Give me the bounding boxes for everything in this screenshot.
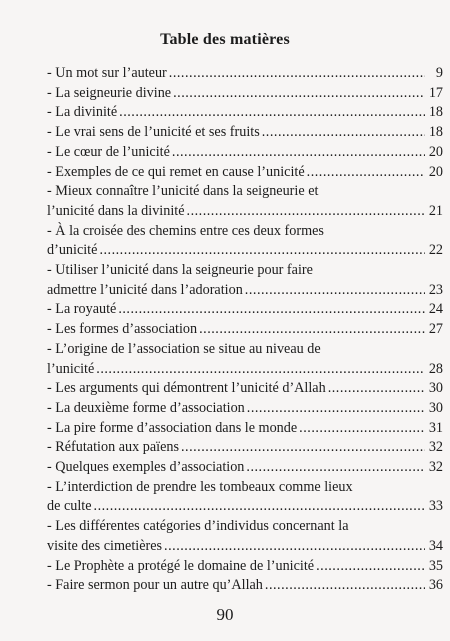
dot-leader <box>181 438 425 458</box>
toc-entry-text: - Réfutation aux païens <box>47 439 179 456</box>
toc-entry-line <box>47 123 443 143</box>
toc-entry-text: - L’interdiction de prendre les tombeaux comme lieux <box>47 478 353 495</box>
toc-entry <box>47 103 443 123</box>
toc-entry-text: - Les formes d’association <box>47 321 198 338</box>
toc-page-number: 32 <box>428 459 443 476</box>
toc-entry <box>47 320 443 340</box>
dot-leader <box>172 143 425 163</box>
dot-leader <box>118 300 425 320</box>
toc-entry-line <box>47 64 443 84</box>
dot-leader <box>262 123 425 143</box>
toc-entry-line <box>47 281 443 301</box>
dot-leader <box>94 497 425 517</box>
toc-entry-text: - L’origine de l’association se situe au niveau de <box>47 340 321 357</box>
dot-leader <box>247 399 425 419</box>
toc-entry-line <box>47 537 443 557</box>
toc-entry-line <box>47 379 443 399</box>
page-number: 90 <box>216 605 234 624</box>
toc-entry-line <box>47 103 443 123</box>
toc-entry-line <box>47 241 443 261</box>
toc-entry <box>47 438 443 458</box>
toc-entry-text: - Le Prophète a protégé le domaine de l’unicité <box>47 557 315 574</box>
dot-leader <box>328 379 425 399</box>
toc-entry-line <box>47 202 443 222</box>
toc-entry <box>47 478 443 517</box>
toc-entry-text: - Les arguments qui démontrent l’unicité d’Allah <box>47 380 326 397</box>
toc-entry <box>47 300 443 320</box>
toc-page-number: 27 <box>428 321 443 338</box>
toc-entry-text: - Quelques exemples d’association <box>47 459 245 476</box>
dot-leader <box>307 163 425 183</box>
dot-leader <box>173 84 425 104</box>
toc-entry-line <box>47 497 443 517</box>
dot-leader <box>187 202 425 222</box>
toc-entry <box>47 379 443 399</box>
toc-entry-text: - Exemples de ce qui remet en cause l’unicité <box>47 163 305 180</box>
toc-entry <box>47 222 443 261</box>
toc-entry-line <box>47 399 443 419</box>
toc-entry-line <box>47 360 443 380</box>
toc-entry <box>47 84 443 104</box>
toc-entry-line <box>47 261 443 281</box>
dot-leader <box>119 103 425 123</box>
toc-entry <box>47 340 443 379</box>
toc-entry-text: - Utiliser l’unicité dans la seigneurie pour faire <box>47 262 313 279</box>
dot-leader <box>246 458 425 478</box>
toc-entry-line <box>47 517 443 537</box>
toc-entry <box>47 419 443 439</box>
toc-entry-text: - Les différentes catégories d’individus concernant la <box>47 518 349 535</box>
toc-entry <box>47 123 443 143</box>
toc-entry <box>47 576 443 596</box>
toc-entry <box>47 261 443 300</box>
dot-leader <box>199 320 425 340</box>
dot-leader <box>245 281 425 301</box>
toc-entry <box>47 163 443 183</box>
page-title: Table des matières <box>160 31 290 48</box>
toc-entry-line <box>47 419 443 439</box>
toc-page-number: 20 <box>428 143 443 160</box>
toc-entry-text: l’unicité <box>47 360 95 377</box>
toc-entry-text: l’unicité dans la divinité <box>47 202 185 219</box>
toc-entry-text: - La pire forme d’association dans le monde <box>47 419 298 436</box>
toc-entry-line <box>47 300 443 320</box>
toc-entry-text: - Faire sermon pour un autre qu’Allah <box>47 577 263 594</box>
toc-entry-line <box>47 340 443 360</box>
toc-entry-line <box>47 557 443 577</box>
dot-leader <box>96 360 425 380</box>
toc-entry-text: - Le cœur de l’unicité <box>47 143 170 160</box>
toc-page-number: 24 <box>428 301 443 318</box>
toc-entry-text: - La royauté <box>47 301 117 318</box>
toc-entry <box>47 64 443 84</box>
toc-entry <box>47 182 443 221</box>
toc-entry-line <box>47 320 443 340</box>
toc-page-number: 36 <box>428 577 443 594</box>
toc-page-number: 30 <box>428 380 443 397</box>
dot-leader <box>316 557 425 577</box>
toc-entry <box>47 517 443 556</box>
toc-entry-line <box>47 438 443 458</box>
table-of-contents <box>47 64 443 596</box>
toc-entry <box>47 458 443 478</box>
dot-leader <box>265 576 425 596</box>
toc-entry-text: - Le vrai sens de l’unicité et ses fruits <box>47 124 260 141</box>
toc-page-number: 20 <box>428 163 443 180</box>
toc-entry-text: - À la croisée des chemins entre ces deux formes <box>47 222 324 239</box>
toc-entry-text: de culte <box>47 498 92 515</box>
toc-page-number: 33 <box>428 498 443 515</box>
toc-entry <box>47 399 443 419</box>
toc-page-number: 22 <box>428 242 443 259</box>
dot-leader <box>169 64 425 84</box>
toc-page-number: 18 <box>428 104 443 121</box>
toc-entry-text: visite des cimetières <box>47 537 163 554</box>
toc-entry-line <box>47 182 443 202</box>
toc-entry-text: - La divinité <box>47 104 118 121</box>
toc-page-number: 35 <box>428 557 443 574</box>
toc-entry-text: - Un mot sur l’auteur <box>47 65 167 81</box>
toc-entry-line <box>47 576 443 596</box>
dot-leader <box>164 537 425 557</box>
toc-entry-line <box>47 458 443 478</box>
toc-page-number: 28 <box>428 360 443 377</box>
toc-entry <box>47 143 443 163</box>
toc-page-number: 23 <box>428 281 443 298</box>
toc-page-number: 32 <box>428 439 443 456</box>
toc-page-number: 21 <box>428 202 443 219</box>
toc-entry-line <box>47 143 443 163</box>
toc-page-number: 18 <box>428 124 443 141</box>
toc-entry-line <box>47 163 443 183</box>
dot-leader <box>299 419 425 439</box>
dot-leader <box>99 241 425 261</box>
toc-page-number: 9 <box>435 65 443 81</box>
toc-entry-text: - La deuxième forme d’association <box>47 399 245 416</box>
toc-entry <box>47 557 443 577</box>
toc-entry-text: admettre l’unicité dans l’adoration <box>47 281 243 298</box>
toc-page-number: 30 <box>428 399 443 416</box>
toc-entry-line <box>47 478 443 498</box>
toc-entry-line <box>47 84 443 104</box>
toc-entry-text: d’unicité <box>47 242 98 259</box>
toc-page-number: 31 <box>428 419 443 436</box>
toc-entry-line <box>47 222 443 242</box>
toc-page-number: 17 <box>428 84 443 101</box>
toc-entry-text: - La seigneurie divine <box>47 84 172 101</box>
toc-page-number: 34 <box>428 537 443 554</box>
toc-entry-text: - Mieux connaître l’unicité dans la seigneurie et <box>47 183 319 200</box>
